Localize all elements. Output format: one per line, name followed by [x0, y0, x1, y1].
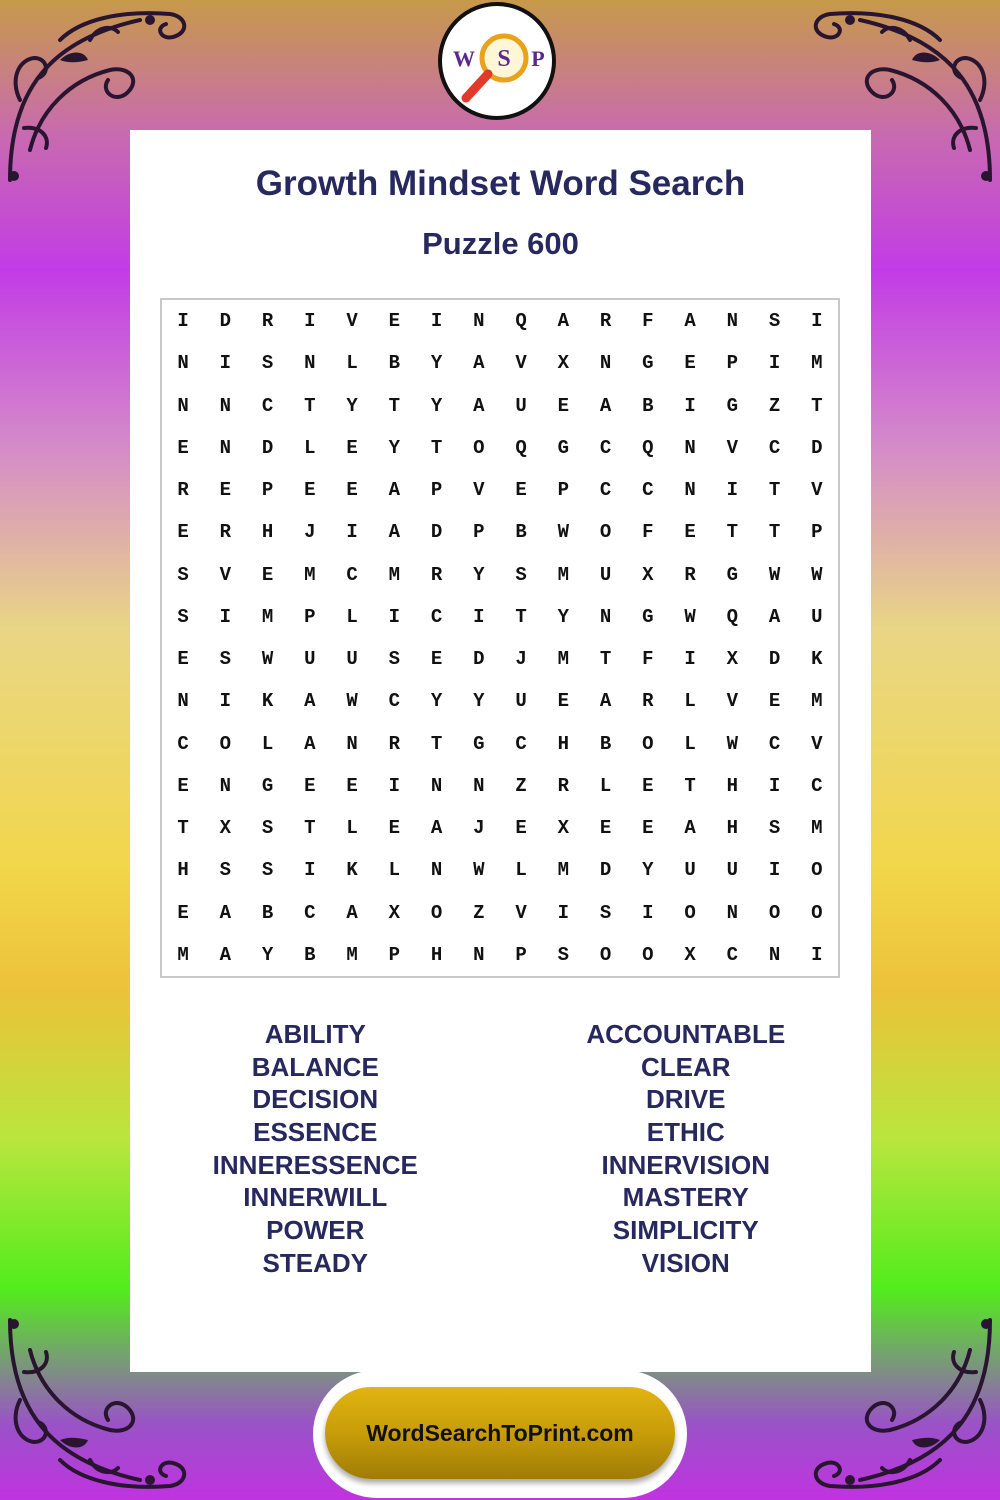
grid-cell[interactable]: X	[388, 901, 401, 924]
grid-cell[interactable]: U	[304, 648, 316, 671]
grid-cell[interactable]: I	[219, 690, 232, 713]
grid-cell[interactable]: S	[261, 817, 274, 840]
grid-cell[interactable]: A	[473, 394, 485, 417]
grid-cell[interactable]: E	[177, 436, 189, 459]
grid-cell[interactable]: N	[177, 352, 189, 375]
grid-cell[interactable]: E	[346, 774, 358, 797]
word-list-item: ACCOUNTABLE	[586, 1019, 786, 1049]
word-list	[130, 1018, 871, 1280]
grid-cell[interactable]: T	[768, 521, 781, 544]
grid-cell[interactable]: A	[684, 310, 696, 333]
grid-cell[interactable]: V	[811, 732, 823, 755]
grid-cell[interactable]: N	[219, 394, 232, 417]
grid-cell[interactable]: H	[557, 732, 570, 755]
word-list-item: POWER	[266, 1215, 365, 1246]
grid-cell[interactable]: C	[388, 690, 401, 713]
grid-cell[interactable]: U	[811, 605, 823, 628]
grid-cell[interactable]: I	[388, 605, 401, 628]
grid-cell[interactable]: V	[515, 901, 527, 924]
grid-cell[interactable]: L	[684, 690, 696, 713]
grid-cell[interactable]: F	[642, 310, 654, 333]
word-list-left	[130, 1018, 501, 1280]
grid-cell[interactable]: P	[388, 943, 401, 966]
grid-cell[interactable]: B	[599, 732, 612, 755]
grid-cell[interactable]: S	[219, 859, 232, 882]
word-list-item: CLEAR	[640, 1051, 731, 1082]
grid-cell[interactable]: H	[177, 859, 189, 882]
grid-cell[interactable]: E	[642, 774, 654, 797]
grid-cell[interactable]: X	[684, 943, 696, 966]
grid-cell[interactable]: E	[557, 690, 570, 713]
grid-cell[interactable]: N	[473, 943, 485, 966]
grid-cell[interactable]: K	[346, 859, 358, 882]
grid-cell[interactable]: L	[346, 352, 358, 375]
grid-cell[interactable]: N	[430, 774, 443, 797]
grid-cell[interactable]: L	[599, 774, 612, 797]
grid-cell[interactable]: G	[473, 732, 485, 755]
word-list-item: ETHIC	[646, 1117, 725, 1148]
grid-cell[interactable]: A	[388, 521, 401, 544]
grid-cell[interactable]: O	[599, 521, 612, 544]
grid-cell[interactable]: T	[811, 394, 823, 417]
logo-letter-s: S	[497, 46, 511, 72]
grid-cell[interactable]: E	[388, 817, 401, 840]
grid-cell[interactable]: N	[346, 732, 358, 755]
grid-cell[interactable]: P	[430, 479, 443, 502]
grid-cell[interactable]: B	[515, 521, 527, 544]
grid-cell[interactable]: D	[811, 436, 823, 459]
grid-cell[interactable]: U	[726, 859, 739, 882]
grid-cell[interactable]: E	[642, 817, 654, 840]
grid-cell[interactable]: V	[219, 563, 232, 586]
grid-cell[interactable]: M	[557, 859, 570, 882]
grid-cell[interactable]: R	[684, 563, 696, 586]
grid-cell[interactable]: A	[557, 310, 570, 333]
grid-cell[interactable]: I	[768, 774, 781, 797]
grid-cell[interactable]: S	[177, 563, 189, 586]
grid-cell[interactable]: T	[388, 394, 401, 417]
grid-cell[interactable]: A	[388, 479, 401, 502]
grid-cell[interactable]: I	[473, 605, 485, 628]
grid-cell[interactable]: P	[261, 479, 274, 502]
grid-cell[interactable]: W	[473, 859, 485, 882]
grid-cell[interactable]: O	[811, 859, 823, 882]
grid-cell[interactable]: G	[261, 774, 274, 797]
grid-cell[interactable]: N	[473, 774, 485, 797]
grid-cell[interactable]: D	[261, 436, 274, 459]
grid-cell[interactable]: X	[726, 648, 739, 671]
grid-cell[interactable]: O	[473, 436, 485, 459]
grid-cell[interactable]: M	[304, 563, 316, 586]
grid-cell[interactable]: G	[726, 563, 739, 586]
grid-cell[interactable]: T	[304, 817, 316, 840]
grid-cell[interactable]: D	[219, 310, 232, 333]
grid-cell[interactable]: M	[811, 817, 823, 840]
word-list-item: ABILITY	[264, 1019, 366, 1049]
grid-cell[interactable]: S	[599, 901, 612, 924]
grid-cell[interactable]: F	[642, 521, 654, 544]
grid-cell[interactable]: I	[726, 479, 739, 502]
grid-cell[interactable]: L	[515, 859, 527, 882]
grid-cell[interactable]: Q	[515, 310, 527, 333]
grid-cell[interactable]: S	[768, 310, 781, 333]
grid-cell[interactable]: W	[811, 563, 823, 586]
grid-cell[interactable]: S	[768, 817, 781, 840]
grid-cell[interactable]: S	[388, 648, 401, 671]
grid-cell[interactable]: B	[304, 943, 316, 966]
grid-cell[interactable]: V	[811, 479, 823, 502]
grid-cell[interactable]: L	[304, 436, 316, 459]
grid-cell[interactable]: A	[219, 943, 232, 966]
grid-cell[interactable]: C	[599, 479, 612, 502]
grid-cell[interactable]: T	[599, 648, 612, 671]
grid-cell[interactable]: T	[430, 436, 443, 459]
grid-cell[interactable]: I	[388, 774, 401, 797]
grid-cell[interactable]: C	[726, 943, 739, 966]
grid-cell[interactable]: E	[346, 479, 358, 502]
grid-cell[interactable]: T	[684, 774, 696, 797]
grid-cell[interactable]: R	[219, 521, 232, 544]
grid-cell[interactable]: M	[811, 690, 823, 713]
grid-cell[interactable]: I	[304, 310, 316, 333]
grid-cell[interactable]: A	[473, 352, 485, 375]
grid-cell[interactable]: H	[726, 774, 739, 797]
grid-cell[interactable]: N	[219, 774, 232, 797]
footer-badge	[313, 1370, 687, 1498]
grid-cell[interactable]: U	[515, 690, 527, 713]
grid-cell[interactable]: S	[261, 352, 274, 375]
word-list-item: INNERVISION	[601, 1149, 771, 1180]
grid-cell[interactable]: Y	[557, 605, 570, 628]
grid-cell[interactable]: S	[261, 859, 274, 882]
grid-cell[interactable]: Y	[430, 352, 443, 375]
word-list-item: INNERWILL	[243, 1182, 388, 1213]
grid-cell[interactable]: O	[642, 732, 654, 755]
grid-cell[interactable]: C	[177, 732, 189, 755]
grid-cell[interactable]: C	[768, 436, 781, 459]
grid-cell[interactable]: I	[219, 352, 232, 375]
grid-cell[interactable]: L	[346, 605, 358, 628]
grid-cell[interactable]: C	[811, 774, 823, 797]
grid-cell[interactable]: U	[599, 563, 612, 586]
grid-cell[interactable]: M	[346, 943, 358, 966]
grid-cell[interactable]: P	[515, 943, 527, 966]
grid-cell[interactable]: X	[557, 352, 570, 375]
grid-cell[interactable]: Z	[473, 901, 485, 924]
grid-cell[interactable]: P	[811, 521, 823, 544]
grid-cell[interactable]: N	[177, 690, 189, 713]
grid-cell[interactable]: E	[388, 310, 401, 333]
grid-cell[interactable]: D	[430, 521, 443, 544]
grid-cell[interactable]: O	[811, 901, 823, 924]
grid-cell[interactable]: E	[177, 648, 189, 671]
grid-cell[interactable]: P	[726, 352, 739, 375]
grid-cell[interactable]: N	[473, 310, 485, 333]
grid-cell[interactable]: S	[219, 648, 232, 671]
grid-cell[interactable]: N	[599, 352, 612, 375]
puzzle-number: Puzzle 600	[422, 226, 579, 261]
grid-cell[interactable]: I	[768, 352, 781, 375]
word-list-item: ESSENCE	[253, 1117, 378, 1148]
grid-cell[interactable]: O	[599, 943, 612, 966]
grid-cell[interactable]: V	[726, 690, 739, 713]
word-list-item: VISION	[641, 1247, 730, 1278]
word-list-item: MASTERY	[622, 1182, 749, 1213]
word-list-item: DRIVE	[646, 1084, 726, 1115]
grid-cell[interactable]: A	[430, 817, 443, 840]
grid-cell[interactable]: E	[599, 817, 612, 840]
grid-cell[interactable]: K	[261, 690, 274, 713]
grid-cell[interactable]: A	[599, 690, 612, 713]
grid-cell[interactable]: H	[726, 817, 739, 840]
grid-cell[interactable]: M	[261, 605, 274, 628]
grid-cell[interactable]: D	[599, 859, 612, 882]
grid-cell[interactable]: P	[473, 521, 485, 544]
grid-cell[interactable]: W	[684, 605, 696, 628]
grid-cell[interactable]: J	[473, 817, 485, 840]
grid-cell[interactable]: J	[515, 648, 527, 671]
page-title: Growth Mindset Word Search	[255, 164, 746, 203]
grid-cell[interactable]: P	[557, 479, 570, 502]
grid-cell[interactable]: R	[642, 690, 654, 713]
grid-cell[interactable]: A	[684, 817, 696, 840]
grid-cell[interactable]: W	[557, 521, 570, 544]
grid-cell[interactable]: Y	[388, 436, 401, 459]
grid-cell[interactable]: R	[430, 563, 443, 586]
grid-cell[interactable]: N	[430, 859, 443, 882]
grid-cell[interactable]: E	[768, 690, 781, 713]
grid-cell[interactable]: I	[304, 859, 316, 882]
grid-cell[interactable]: B	[261, 901, 274, 924]
grid-cell[interactable]: X	[219, 817, 232, 840]
grid-cell[interactable]: L	[346, 817, 358, 840]
grid-cell[interactable]: I	[642, 901, 654, 924]
grid-cell[interactable]: X	[642, 563, 654, 586]
grid-cell[interactable]: U	[346, 648, 358, 671]
grid-cell[interactable]: N	[726, 901, 739, 924]
grid-cell[interactable]: T	[430, 732, 443, 755]
grid-cell[interactable]: V	[473, 479, 485, 502]
grid-cell[interactable]: R	[557, 774, 570, 797]
grid-cell[interactable]: D	[473, 648, 485, 671]
grid-cell[interactable]: I	[346, 521, 358, 544]
grid-cell[interactable]: G	[642, 352, 654, 375]
grid-cell[interactable]: E	[177, 521, 189, 544]
grid-cell[interactable]: I	[768, 859, 781, 882]
grid-cell[interactable]: Q	[515, 436, 527, 459]
word-list-item: SIMPLICITY	[612, 1215, 759, 1246]
grid-cell[interactable]: I	[811, 943, 823, 966]
grid-cell[interactable]: C	[599, 436, 612, 459]
grid-cell[interactable]: R	[261, 310, 274, 333]
grid-cell[interactable]: E	[177, 774, 189, 797]
grid-cell[interactable]: E	[219, 479, 232, 502]
puzzle-card	[130, 130, 871, 1372]
grid-cell[interactable]: L	[684, 732, 696, 755]
logo-letter-p: P	[531, 46, 545, 71]
grid-cell[interactable]: G	[642, 605, 654, 628]
grid-cell[interactable]: W	[768, 563, 781, 586]
grid-cell[interactable]: F	[642, 648, 654, 671]
grid-cell[interactable]: T	[304, 394, 316, 417]
magnifier-logo-icon	[442, 6, 552, 116]
grid-cell[interactable]: R	[388, 732, 401, 755]
grid-cell[interactable]: T	[515, 605, 527, 628]
grid-cell[interactable]: N	[599, 605, 612, 628]
grid-cell[interactable]: C	[768, 732, 781, 755]
grid-cell[interactable]: H	[261, 521, 274, 544]
grid-cell[interactable]: V	[726, 436, 739, 459]
grid-cell[interactable]: Y	[473, 690, 485, 713]
grid-cell[interactable]: Y	[430, 394, 443, 417]
letter-grid[interactable]	[160, 298, 840, 978]
grid-cell[interactable]: V	[346, 310, 358, 333]
grid-cell[interactable]: Y	[642, 859, 654, 882]
grid-cell[interactable]: G	[557, 436, 570, 459]
grid-cell[interactable]: O	[219, 732, 232, 755]
grid-cell[interactable]: M	[557, 648, 570, 671]
grid-cell[interactable]: N	[177, 394, 189, 417]
grid-cell[interactable]: I	[684, 394, 696, 417]
grid-cell[interactable]: Q	[642, 436, 654, 459]
grid-cell[interactable]: E	[557, 394, 570, 417]
word-list-right	[501, 1018, 872, 1280]
word-list-item: DECISION	[252, 1084, 379, 1115]
grid-cell[interactable]: M	[388, 563, 401, 586]
word-list-item: INNERESSENCE	[212, 1149, 418, 1180]
grid-cell[interactable]: G	[726, 394, 739, 417]
grid-cell[interactable]: A	[304, 732, 316, 755]
grid-cell[interactable]: O	[684, 901, 696, 924]
grid-cell[interactable]: Z	[515, 774, 527, 797]
grid-cell[interactable]: E	[304, 774, 316, 797]
grid-cell[interactable]: T	[768, 479, 781, 502]
logo-letter-w: W	[453, 46, 475, 71]
grid-cell[interactable]: E	[304, 479, 316, 502]
grid-cell[interactable]: N	[768, 943, 781, 966]
grid-cell[interactable]: D	[768, 648, 781, 671]
grid-cell[interactable]: K	[811, 648, 823, 671]
site-logo[interactable]	[438, 2, 556, 120]
grid-cell[interactable]: C	[261, 394, 274, 417]
grid-cell[interactable]: J	[304, 521, 316, 544]
grid-cell[interactable]: A	[219, 901, 232, 924]
grid-cell[interactable]: C	[346, 563, 358, 586]
grid-cell[interactable]: I	[177, 310, 189, 333]
grid-cell[interactable]: A	[346, 901, 358, 924]
grid-cell[interactable]: M	[177, 943, 189, 966]
grid-cell[interactable]: S	[557, 943, 570, 966]
grid-cell[interactable]: E	[261, 563, 274, 586]
grid-cell[interactable]: I	[557, 901, 570, 924]
grid-cell[interactable]: R	[599, 310, 612, 333]
grid-cell[interactable]: N	[726, 310, 739, 333]
grid-cell[interactable]: Y	[346, 394, 358, 417]
grid-cell[interactable]: Q	[726, 605, 739, 628]
grid-cell[interactable]: W	[261, 648, 274, 671]
grid-cell[interactable]: W	[726, 732, 739, 755]
grid-cell[interactable]: T	[726, 521, 739, 544]
grid-cell[interactable]: N	[304, 352, 316, 375]
grid-cell[interactable]: A	[304, 690, 316, 713]
grid-cell[interactable]: X	[557, 817, 570, 840]
grid-cell[interactable]: O	[768, 901, 781, 924]
grid-cell[interactable]: L	[261, 732, 274, 755]
word-list-item: BALANCE	[251, 1051, 379, 1082]
grid-cell[interactable]: B	[388, 352, 401, 375]
grid-cell[interactable]: V	[515, 352, 527, 375]
grid-cell[interactable]: H	[430, 943, 443, 966]
site-link-text: WordSearchToPrint.com	[366, 1419, 634, 1446]
grid-cell[interactable]: M	[557, 563, 570, 586]
grid-cell[interactable]: I	[811, 310, 823, 333]
grid-cell[interactable]: I	[219, 605, 232, 628]
grid-cell[interactable]: S	[515, 563, 527, 586]
grid-cell[interactable]: N	[219, 436, 232, 459]
grid-cell[interactable]: U	[515, 394, 527, 417]
grid-cell[interactable]: E	[515, 479, 527, 502]
grid-cell[interactable]: Y	[261, 943, 274, 966]
grid-cell[interactable]: B	[642, 394, 654, 417]
grid-cell[interactable]: I	[430, 310, 443, 333]
grid-cell[interactable]: O	[642, 943, 654, 966]
grid-cell[interactable]: L	[388, 859, 401, 882]
grid-cell[interactable]: N	[684, 479, 696, 502]
grid-cell[interactable]: E	[515, 817, 527, 840]
grid-cell[interactable]: Z	[768, 394, 781, 417]
grid-cell[interactable]: R	[177, 479, 189, 502]
grid-cell[interactable]: C	[642, 479, 654, 502]
grid-cell[interactable]: A	[599, 394, 612, 417]
grid-cell[interactable]: E	[346, 436, 358, 459]
site-link-button[interactable]	[325, 1387, 675, 1479]
grid-cell[interactable]: O	[430, 901, 443, 924]
grid-cell[interactable]: E	[430, 648, 443, 671]
grid-cell[interactable]: Y	[430, 690, 443, 713]
grid-cell[interactable]: S	[177, 605, 189, 628]
grid-cell[interactable]: N	[684, 436, 696, 459]
grid-cell[interactable]: E	[684, 352, 696, 375]
grid-cell[interactable]: U	[684, 859, 696, 882]
grid-cell[interactable]: E	[177, 901, 189, 924]
grid-cell[interactable]: P	[304, 605, 316, 628]
grid-cell[interactable]: C	[430, 605, 443, 628]
grid-cell[interactable]: A	[768, 605, 781, 628]
grid-cell[interactable]: W	[346, 690, 358, 713]
grid-cell[interactable]: M	[811, 352, 823, 375]
grid-cell[interactable]: I	[684, 648, 696, 671]
grid-cell[interactable]: Y	[473, 563, 485, 586]
grid-cell[interactable]: E	[684, 521, 696, 544]
grid-cell[interactable]: C	[515, 732, 527, 755]
grid-cell[interactable]: T	[177, 817, 189, 840]
grid-cell[interactable]: C	[304, 901, 316, 924]
word-list-item: STEADY	[262, 1247, 368, 1278]
